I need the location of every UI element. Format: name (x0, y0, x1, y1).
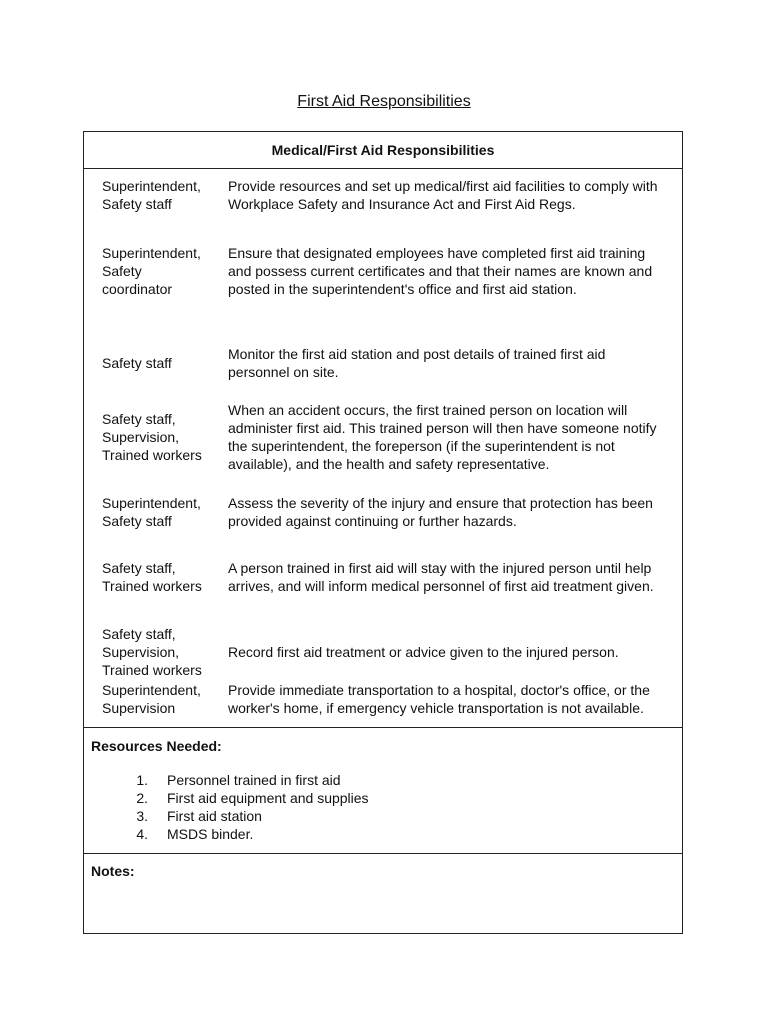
responsibilities-section (84, 169, 682, 728)
duty-cell: Record first aid treatment or advice given to the injured person. (228, 644, 619, 660)
role-cell: Safety staff, Supervision, Trained workers (102, 411, 202, 463)
resources-label: Resources Needed: (91, 738, 222, 754)
role-cell: Superintendent, Safety coordinator (102, 245, 201, 297)
list-text: MSDS binder. (167, 826, 254, 842)
list-item (84, 771, 369, 789)
resource-list (84, 771, 369, 843)
list-number: 2. (136, 790, 148, 806)
table-row (84, 625, 682, 679)
list-item (84, 807, 369, 825)
duty-cell: Provide resources and set up medical/first aid facilities to comply with Workplace Safety and Insurance Act and First Aid Regs. (228, 178, 658, 212)
duty-cell: Assess the severity of the injury and ensure that protection has been provided against continuing or further hazards. (228, 495, 653, 529)
responsibilities-table (83, 131, 683, 934)
duty-cell: Provide immediate transportation to a hospital, doctor's office, or the worker's home, if emergency vehicle transportation is not available. (228, 682, 650, 716)
notes-section (84, 854, 682, 936)
notes-label: Notes: (91, 863, 135, 879)
role-cell: Safety staff, Trained workers (102, 560, 202, 594)
list-item (84, 789, 369, 807)
duty-cell: A person trained in first aid will stay with the injured person until help arrives, and will inform medical personnel of first aid treatment given. (228, 560, 654, 594)
role-cell: Safety staff (102, 355, 172, 371)
table-row (84, 401, 682, 473)
table-row (84, 244, 682, 298)
list-number: 1. (136, 772, 148, 788)
table-row (84, 672, 682, 726)
table-header: Medical/First Aid Responsibilities (84, 132, 682, 169)
table-row (84, 494, 682, 530)
table-row (84, 550, 682, 604)
table-row (84, 345, 682, 381)
role-cell: Superintendent, Safety staff (102, 495, 201, 529)
duty-cell: Ensure that designated employees have completed first aid training and possess current certificates and that their names are known and posted in the superintendent's office and first aid station. (228, 245, 653, 297)
duty-cell: Monitor the first aid station and post details of trained first aid personnel on site. (228, 346, 606, 380)
role-cell: Safety staff, Supervision, Trained workers (102, 626, 202, 678)
list-text: First aid equipment and supplies (167, 790, 369, 806)
list-text: First aid station (167, 808, 262, 824)
list-number: 4. (136, 826, 148, 842)
page-title: First Aid Responsibilities (297, 93, 471, 110)
list-text: Personnel trained in first aid (167, 772, 341, 788)
resources-section (84, 728, 682, 854)
duty-cell: When an accident occurs, the first trained person on location will administer first aid. This trained person will then have someone notify the superintendent, the foreperson (if the superintendent is not available), and the health and safety representative. (228, 402, 657, 472)
list-item (84, 825, 369, 843)
role-cell: Superintendent, Supervision (102, 682, 201, 716)
table-row (84, 177, 682, 213)
role-cell: Superintendent, Safety staff (102, 178, 201, 212)
list-number: 3. (136, 808, 148, 824)
